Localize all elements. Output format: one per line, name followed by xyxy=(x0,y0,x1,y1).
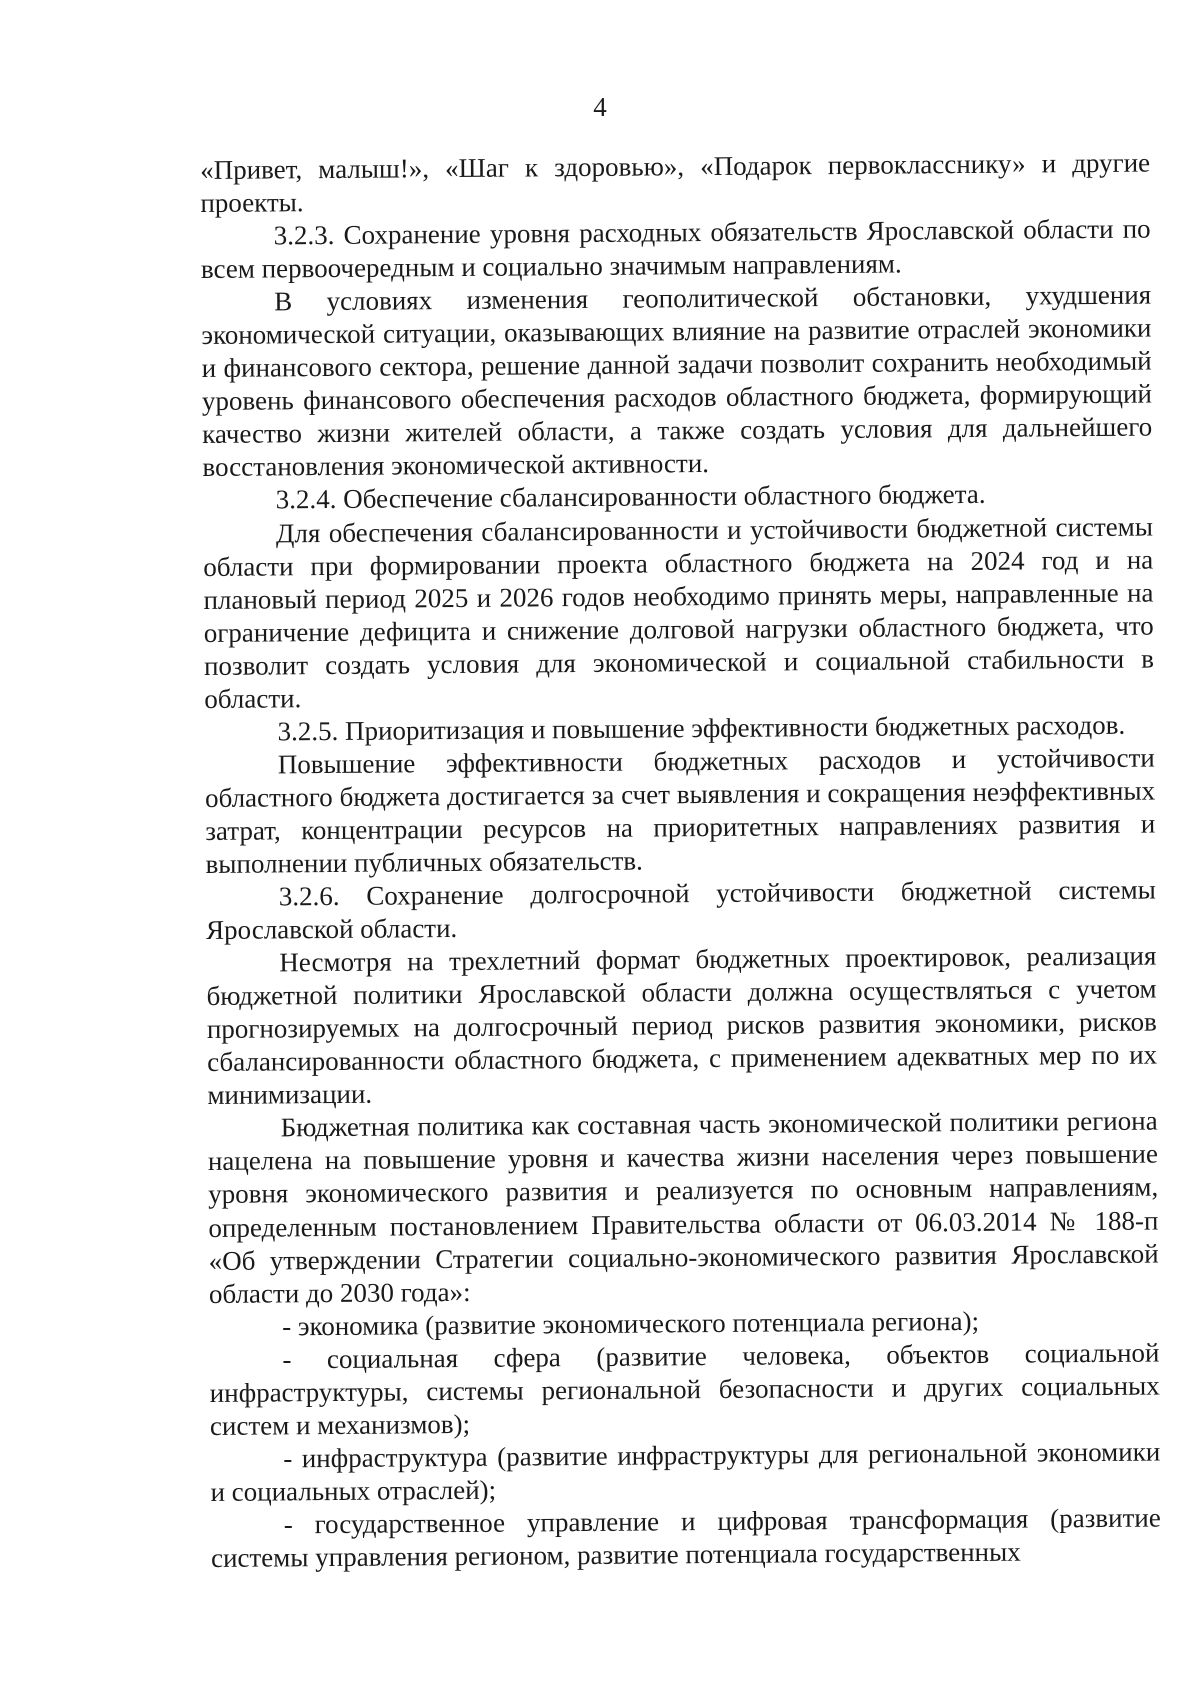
list-item: - инфраструктура (развитие инфраструктуры для региональной экономики и социальных отраслей); xyxy=(210,1436,1161,1507)
page-number: 4 xyxy=(593,92,607,122)
paragraph: Несмотря на трехлетний формат бюджетных проектировок, реализация бюджетной политики Ярославской области должна осуществляться с учетом прогнозируемых на долгосрочный период рисков развития экономики, рисков сбалансированности областного бюджета, с применением адекватных мер по их минимизации. xyxy=(206,940,1158,1111)
document-body xyxy=(200,147,1161,1575)
paragraph: «Привет, малыш!», «Шаг к здоровью», «Подарок первокласснику» и другие проекты. xyxy=(200,147,1151,219)
paragraph: Повышение эффективности бюджетных расходов и устойчивости областного бюджета достигается за счет выявления и сокращения неэффективных затрат, концентрации ресурсов на приоритетных направлениях развития и выполнении публичных обязательств. xyxy=(204,742,1156,879)
section-heading-3-2-6: 3.2.6. Сохранение долгосрочной устойчивости бюджетной системы Ярославской области. xyxy=(205,874,1156,946)
section-heading-3-2-5: 3.2.5. Приоритизация и повышение эффективности бюджетных расходов. xyxy=(277,709,1126,747)
paragraph: Бюджетная политика как составная часть экономической политики региона нацелена на повышение уровня и качества жизни населения через повышение уровня экономического развития и реализуется по основным направлениям, определенным постановлением Правительства области от 06.03.2014 № 188-п «Об утверждении Стратегии социально-экономического развития Ярославской области до 2030 года»: xyxy=(207,1105,1159,1309)
list-item: - социальная сфера (развитие человека, объектов социальной инфраструктуры, системы региональной безопасности и других социальных систем и механизмов); xyxy=(209,1337,1160,1441)
section-heading-3-2-3: 3.2.3. Сохранение уровня расходных обязательств Ярославской области по всем первоочередным и социально значимым направлениям. xyxy=(200,213,1151,285)
list-item: - государственное управление и цифровая трансформация (развитие системы управления регионом, развитие потенциала государственных xyxy=(210,1502,1161,1573)
section-heading-3-2-4: 3.2.4. Обеспечение сбалансированности областного бюджета. xyxy=(275,479,986,515)
paragraph: Для обеспечения сбалансированности и устойчивости бюджетной системы области при формировании проекта областного бюджета на 2024 год и на плановый период 2025 и 2026 годов необходимо принять меры, направленные на ограничение дефицита и снижение долговой нагрузки областного бюджета, что позволит создать условия для экономической и социальной стабильности в области. xyxy=(203,511,1155,714)
paragraph: В условиях изменения геополитической обстановки, ухудшения экономической ситуации, оказывающих влияние на развитие отраслей экономики и финансового сектора, решение данной задачи позволит сохранить необходимый уровень финансового обеспечения расходов областного бюджета, формирующий качество жизни жителей области, а также создать условия для дальнейшего восстановления экономической активности. xyxy=(201,279,1153,483)
list-item: - экономика (развитие экономического потенциала региона); xyxy=(282,1305,980,1342)
